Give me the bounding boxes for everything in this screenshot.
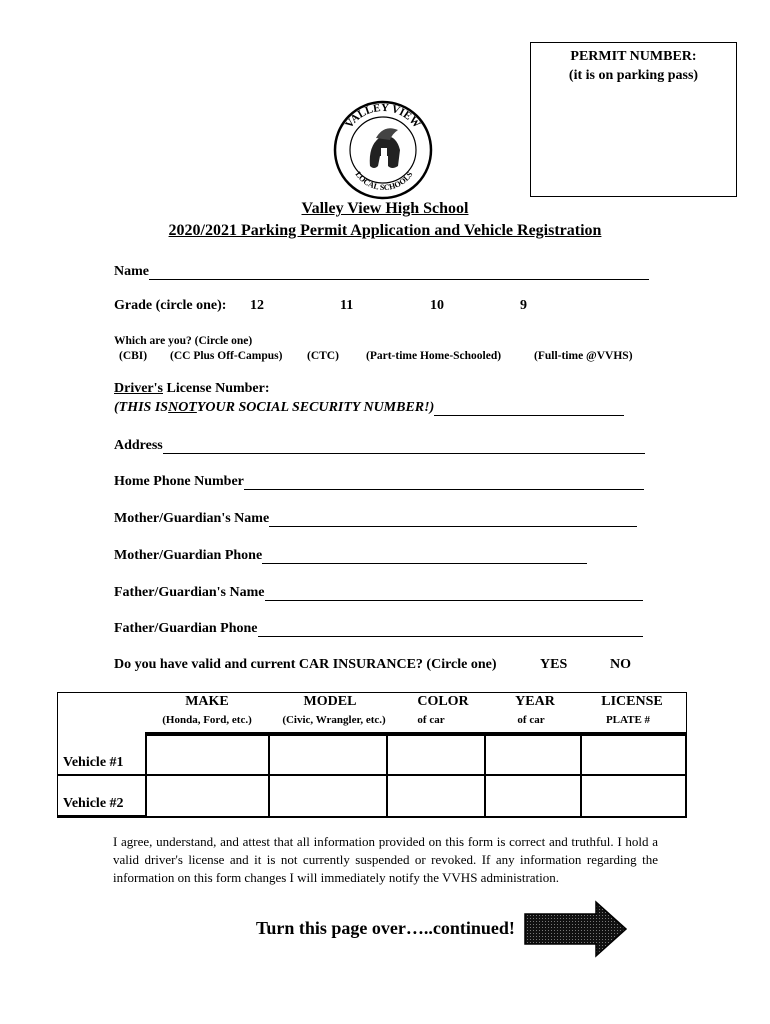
right-arrow-icon [524, 900, 628, 958]
vehicle-1-plate-cell[interactable] [580, 734, 687, 776]
header-color-sub: of car [417, 714, 445, 726]
header-license: LICENSE [601, 694, 663, 709]
dl-note-post: YOUR SOCIAL SECURITY NUMBER!) [196, 400, 435, 415]
header-model-sub: (Civic, Wrangler, etc.) [282, 714, 386, 726]
logo-text-top: VALLEY VIEW [343, 101, 423, 131]
insurance-question: Do you have valid and current CAR INSURANCE? (Circle one) [114, 657, 497, 672]
vehicle-2-label: Vehicle #2 [63, 796, 124, 811]
dl-label [114, 381, 270, 397]
permit-number-box[interactable] [530, 42, 737, 197]
row-bottom-rule [57, 815, 147, 818]
dl-field[interactable] [114, 400, 624, 416]
home-phone-line[interactable] [244, 475, 644, 490]
header-color: COLOR [417, 694, 469, 709]
insurance-no[interactable]: NO [610, 657, 631, 672]
mother-phone-label: Mother/Guardian Phone [114, 548, 263, 563]
dl-line[interactable] [434, 401, 624, 416]
dl-note-not: NOT [168, 400, 197, 415]
header-model: MODEL [303, 694, 357, 709]
grade-option-11[interactable]: 11 [340, 298, 354, 313]
option-full-time[interactable]: (Full-time @VVHS) [534, 350, 633, 362]
permit-number-label: PERMIT NUMBER: [570, 49, 697, 64]
father-name-field[interactable] [114, 585, 643, 601]
father-phone-field[interactable] [114, 621, 643, 637]
home-phone-label: Home Phone Number [114, 474, 244, 489]
school-seal-logo [332, 100, 434, 200]
address-line[interactable] [163, 439, 645, 454]
vehicle-2-make-cell[interactable] [145, 774, 270, 818]
vehicle-1-color-cell[interactable] [386, 734, 486, 776]
grade-option-9[interactable]: 9 [520, 298, 527, 313]
header-make-sub: (Honda, Ford, etc.) [162, 714, 252, 726]
vehicle-1-make-cell[interactable] [145, 734, 270, 776]
mother-phone-field[interactable] [114, 548, 587, 564]
address-label: Address [114, 438, 163, 453]
home-phone-field[interactable] [114, 474, 644, 490]
logo-text-bottom: LOCAL SCHOOLS [353, 169, 415, 193]
header-make: MAKE [185, 694, 229, 709]
agreement-text: I agree, understand, and attest that all information provided on this form is correct and truthful. I hold a valid driver's license and it is not currently suspended or revoked. If any information regarding the information on this form changes I will immediately notify the VVHS administration. [113, 834, 658, 885]
dl-label-drivers: Driver's [114, 381, 163, 396]
vehicle-1-model-cell[interactable] [268, 734, 388, 776]
vehicle-2-plate-cell[interactable] [580, 774, 687, 818]
option-cc-plus[interactable]: (CC Plus Off-Campus) [170, 350, 283, 362]
grade-option-10[interactable]: 10 [430, 298, 444, 313]
vehicle-2-color-cell[interactable] [386, 774, 486, 818]
name-label: Name [114, 264, 149, 279]
mother-name-label: Mother/Guardian's Name [114, 511, 270, 526]
name-line[interactable] [149, 265, 649, 280]
grade-label: Grade (circle one): [114, 298, 227, 313]
dl-label-rest: License Number: [162, 381, 270, 396]
mother-phone-line[interactable] [262, 549, 587, 564]
turn-over-text: Turn this page over…..continued! [256, 918, 515, 938]
vehicle-2-model-cell[interactable] [268, 774, 388, 818]
which-label: Which are you? (Circle one) [114, 335, 253, 347]
vehicle-1-label: Vehicle #1 [63, 755, 124, 770]
father-phone-line[interactable] [258, 622, 643, 637]
header-year-sub: of car [517, 714, 545, 726]
form-title: 2020/2021 Parking Permit Application and Vehicle Registration [168, 222, 602, 239]
option-cbi[interactable]: (CBI) [119, 350, 148, 362]
insurance-yes[interactable]: YES [540, 657, 568, 672]
vehicle-1-year-cell[interactable] [484, 734, 582, 776]
vehicle-2-year-cell[interactable] [484, 774, 582, 818]
header-license-sub: PLATE # [605, 714, 651, 726]
option-part-time-home[interactable]: (Part-time Home-Schooled) [366, 350, 502, 362]
school-title: Valley View High School [301, 200, 469, 217]
father-phone-label: Father/Guardian Phone [114, 621, 258, 636]
vehicle-table [57, 692, 687, 818]
dl-note-pre: (THIS IS [114, 400, 169, 415]
name-field[interactable] [114, 264, 649, 280]
permit-number-hint: (it is on parking pass) [568, 68, 699, 83]
father-name-line[interactable] [265, 586, 643, 601]
grade-option-12[interactable]: 12 [250, 298, 264, 313]
option-ctc[interactable]: (CTC) [307, 350, 339, 362]
address-field[interactable] [114, 438, 645, 454]
row-separator [57, 774, 147, 776]
header-year: YEAR [515, 694, 555, 709]
mother-name-field[interactable] [114, 511, 637, 527]
mother-name-line[interactable] [269, 512, 637, 527]
father-name-label: Father/Guardian's Name [114, 585, 265, 600]
